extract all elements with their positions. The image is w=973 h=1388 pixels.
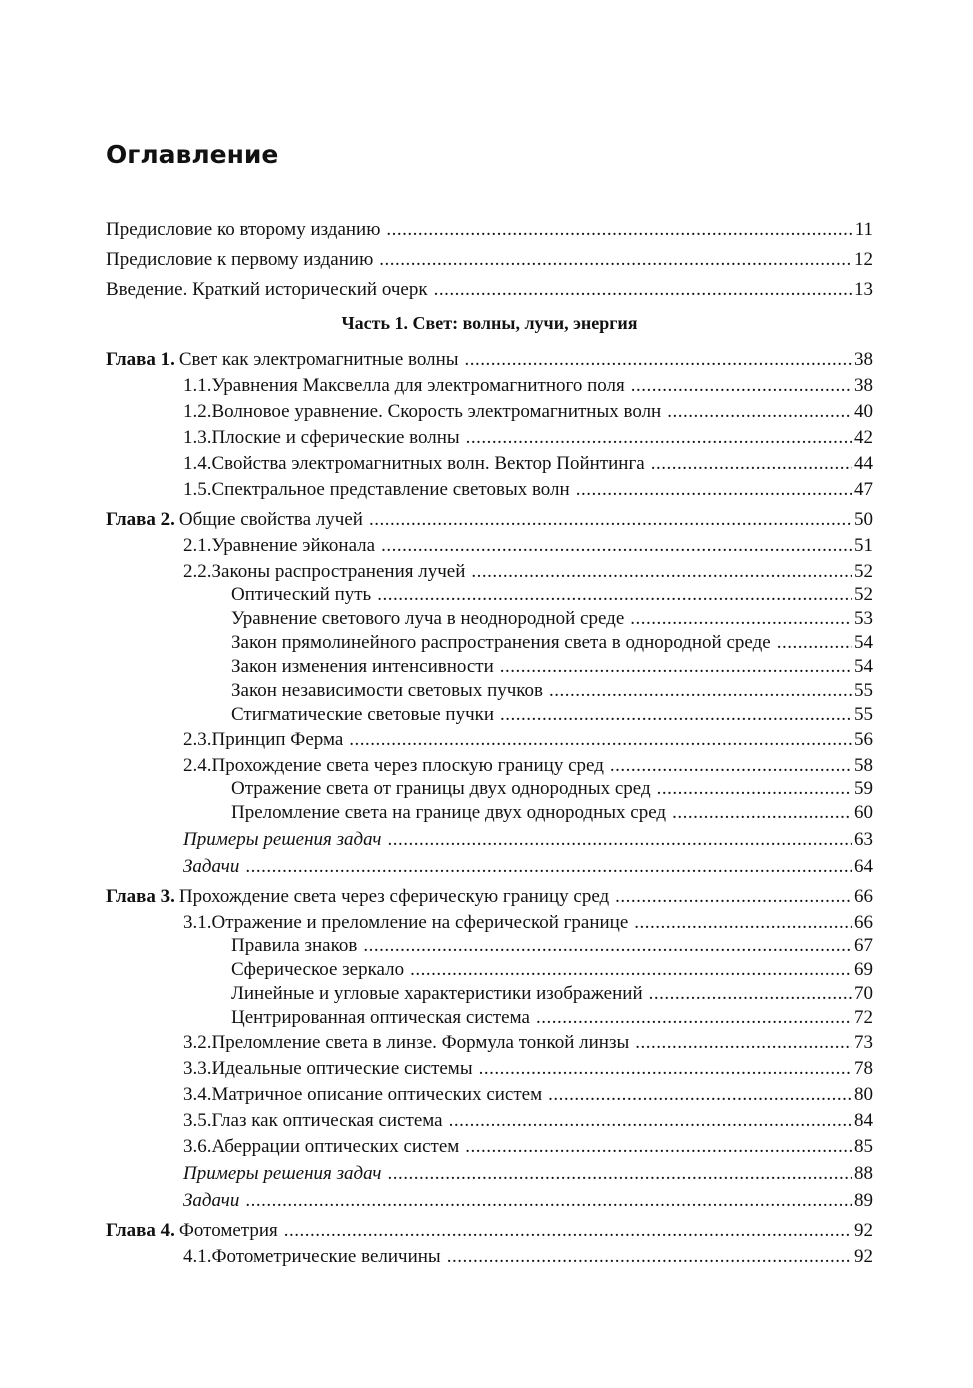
subsection-title: Центрированная оптическая система bbox=[231, 1007, 530, 1028]
section-title: Глаз как оптическая система bbox=[211, 1110, 443, 1131]
chapter-entry[interactable] bbox=[106, 1219, 873, 1243]
page-number: 44 bbox=[854, 453, 873, 474]
dot-leader bbox=[245, 855, 852, 879]
page-number: 72 bbox=[854, 1007, 873, 1028]
section-number: 2.3. bbox=[183, 729, 212, 750]
section-number: 1.2. bbox=[183, 401, 212, 422]
page-number: 92 bbox=[854, 1220, 873, 1241]
exercises-entry[interactable] bbox=[183, 1162, 873, 1186]
section-entry[interactable] bbox=[183, 426, 873, 450]
subsection-entry[interactable] bbox=[231, 958, 873, 982]
dot-leader bbox=[465, 348, 852, 372]
dot-leader bbox=[363, 934, 852, 958]
page-number: 69 bbox=[854, 959, 873, 980]
section-title: Фотометрические величины bbox=[211, 1246, 441, 1267]
dot-leader bbox=[672, 801, 852, 825]
subsection-entry[interactable] bbox=[231, 655, 873, 679]
dot-leader bbox=[387, 828, 852, 852]
section-title: Уравнение эйконала bbox=[211, 535, 376, 556]
subsection-entry[interactable] bbox=[231, 583, 873, 607]
section-title: Отражение и преломление на сферической границе bbox=[211, 912, 629, 933]
section-title: Идеальные оптические системы bbox=[211, 1058, 473, 1079]
exercises-entry[interactable] bbox=[183, 1189, 873, 1213]
dot-leader bbox=[615, 885, 852, 909]
section-title: Принцип Ферма bbox=[211, 729, 344, 750]
chapter-label: Глава 4. bbox=[106, 1220, 175, 1241]
dot-leader bbox=[610, 754, 852, 778]
dot-leader bbox=[449, 1109, 852, 1133]
dot-leader bbox=[635, 1031, 852, 1055]
section-number: 2.4. bbox=[183, 755, 212, 776]
page-number: 52 bbox=[854, 584, 873, 605]
subsection-title: Стигматические световые пучки bbox=[231, 704, 495, 725]
subsection-entry[interactable] bbox=[231, 631, 873, 655]
dot-leader bbox=[471, 560, 852, 584]
dot-leader bbox=[500, 703, 852, 727]
entry-title: Предисловие к первому изданию bbox=[106, 249, 374, 270]
chapter-entry[interactable] bbox=[106, 348, 873, 372]
section-entry[interactable] bbox=[183, 560, 873, 584]
section-number: 1.3. bbox=[183, 427, 212, 448]
section-title: Уравнения Максвелла для электромагнитного поля bbox=[211, 375, 625, 396]
page-number: 51 bbox=[854, 535, 873, 556]
chapter-title: Фотометрия bbox=[178, 1220, 278, 1241]
exercises-title: Примеры решения задач bbox=[183, 1163, 382, 1184]
page-number: 84 bbox=[854, 1110, 873, 1131]
subsection-entry[interactable] bbox=[231, 1006, 873, 1030]
subsection-title: Отражение света от границы двух однородных сред bbox=[231, 778, 651, 799]
exercises-entry[interactable] bbox=[183, 855, 873, 879]
subsection-entry[interactable] bbox=[231, 679, 873, 703]
page-number: 13 bbox=[854, 279, 873, 300]
dot-leader bbox=[657, 777, 852, 801]
page-number: 58 bbox=[854, 755, 873, 776]
section-entry[interactable] bbox=[183, 1057, 873, 1081]
page-number: 92 bbox=[854, 1246, 873, 1267]
chapter-entry[interactable] bbox=[106, 508, 873, 532]
section-number: 3.2. bbox=[183, 1032, 212, 1053]
front-entry[interactable] bbox=[106, 278, 873, 302]
dot-leader bbox=[479, 1057, 852, 1081]
page-number: 60 bbox=[854, 802, 873, 823]
section-title: Законы распространения лучей bbox=[211, 561, 466, 582]
chapter-title: Прохождение света через сферическую границу сред bbox=[178, 886, 610, 907]
page-number: 66 bbox=[854, 886, 873, 907]
part-heading: Часть 1. Свет: волны, лучи, энергия bbox=[341, 313, 638, 333]
section-number: 3.6. bbox=[183, 1136, 212, 1157]
section-entry[interactable] bbox=[183, 534, 873, 558]
page-number: 88 bbox=[854, 1163, 873, 1184]
dot-leader bbox=[466, 426, 852, 450]
page-number: 55 bbox=[854, 680, 873, 701]
section-title: Прохождение света через плоскую границу сред bbox=[211, 755, 604, 776]
dot-leader bbox=[381, 534, 852, 558]
subsection-title: Сферическое зеркало bbox=[231, 959, 405, 980]
page-number: 54 bbox=[854, 632, 873, 653]
dot-leader bbox=[447, 1245, 852, 1269]
dot-leader bbox=[548, 1083, 852, 1107]
section-number: 1.1. bbox=[183, 375, 212, 396]
page-number: 66 bbox=[854, 912, 873, 933]
subsection-title: Правила знаков bbox=[231, 935, 358, 956]
dot-leader bbox=[379, 248, 852, 272]
page-number: 12 bbox=[854, 249, 873, 270]
page-title: Оглавление bbox=[106, 140, 279, 169]
section-title: Плоские и сферические волны bbox=[211, 427, 460, 448]
page-number: 40 bbox=[854, 401, 873, 422]
section-title: Преломление света в линзе. Формула тонкой линзы bbox=[211, 1032, 630, 1053]
exercises-title: Примеры решения задач bbox=[183, 829, 382, 850]
dot-leader bbox=[631, 374, 852, 398]
page-number: 85 bbox=[854, 1136, 873, 1157]
section-entry[interactable] bbox=[183, 374, 873, 398]
front-entry[interactable] bbox=[106, 218, 873, 242]
subsection-title: Закон прямолинейного распространения света в однородной среде bbox=[231, 632, 771, 653]
page-number: 70 bbox=[854, 983, 873, 1004]
section-number: 1.5. bbox=[183, 479, 212, 500]
dot-leader bbox=[369, 508, 852, 532]
exercises-entry[interactable] bbox=[183, 828, 873, 852]
dot-leader bbox=[634, 911, 852, 935]
dot-leader bbox=[377, 583, 852, 607]
section-entry[interactable] bbox=[183, 1245, 873, 1269]
page-number: 53 bbox=[854, 608, 873, 629]
dot-leader bbox=[387, 1162, 852, 1186]
dot-leader bbox=[576, 478, 852, 502]
section-number: 3.5. bbox=[183, 1110, 212, 1131]
section-title: Волновое уравнение. Скорость электромагнитных волн bbox=[211, 401, 662, 422]
page-number: 52 bbox=[854, 561, 873, 582]
chapter-label: Глава 2. bbox=[106, 509, 175, 530]
section-entry[interactable] bbox=[183, 911, 873, 935]
dot-leader bbox=[500, 655, 852, 679]
dot-leader bbox=[649, 982, 852, 1006]
dot-leader bbox=[410, 958, 852, 982]
chapter-label: Глава 1. bbox=[106, 349, 175, 370]
section-title: Спектральное представление световых волн bbox=[211, 479, 570, 500]
subsection-entry[interactable] bbox=[231, 801, 873, 825]
section-number: 3.3. bbox=[183, 1058, 212, 1079]
subsection-title: Закон независимости световых пучков bbox=[231, 680, 544, 701]
page-number: 63 bbox=[854, 829, 873, 850]
dot-leader bbox=[536, 1006, 852, 1030]
page-number: 55 bbox=[854, 704, 873, 725]
subsection-title: Линейные и угловые характеристики изображений bbox=[231, 983, 643, 1004]
section-number: 3.4. bbox=[183, 1084, 212, 1105]
page-number: 11 bbox=[854, 219, 873, 240]
dot-leader bbox=[651, 452, 852, 476]
section-entry[interactable] bbox=[183, 452, 873, 476]
dot-leader bbox=[777, 631, 852, 655]
page-number: 47 bbox=[854, 479, 873, 500]
subsection-title: Уравнение светового луча в неоднородной среде bbox=[231, 608, 625, 629]
section-title: Свойства электромагнитных волн. Вектор Пойнтинга bbox=[211, 453, 645, 474]
dot-leader bbox=[284, 1219, 852, 1243]
page-number: 42 bbox=[854, 427, 873, 448]
section-title: Матричное описание оптических систем bbox=[211, 1084, 543, 1105]
front-entry[interactable] bbox=[106, 248, 873, 272]
subsection-title: Закон изменения интенсивности bbox=[231, 656, 494, 677]
entry-title: Введение. Краткий исторический очерк bbox=[106, 279, 428, 300]
page-number: 67 bbox=[854, 935, 873, 956]
dot-leader bbox=[349, 728, 852, 752]
section-number: 1.4. bbox=[183, 453, 212, 474]
section-entry[interactable] bbox=[183, 728, 873, 752]
subsection-entry[interactable] bbox=[231, 703, 873, 727]
section-entry[interactable] bbox=[183, 1031, 873, 1055]
page-number: 89 bbox=[854, 1190, 873, 1211]
page-number: 38 bbox=[854, 375, 873, 396]
subsection-entry[interactable] bbox=[231, 934, 873, 958]
exercises-title: Задачи bbox=[183, 1190, 240, 1211]
chapter-title: Общие свойства лучей bbox=[178, 509, 363, 530]
page-number: 50 bbox=[854, 509, 873, 530]
entry-title: Предисловие ко второму изданию bbox=[106, 219, 381, 240]
section-entry[interactable] bbox=[183, 1083, 873, 1107]
page-number: 80 bbox=[854, 1084, 873, 1105]
section-entry[interactable] bbox=[183, 1109, 873, 1133]
chapter-entry[interactable] bbox=[106, 885, 873, 909]
subsection-title: Преломление света на границе двух однородных сред bbox=[231, 802, 667, 823]
chapter-label: Глава 3. bbox=[106, 886, 175, 907]
subsection-entry[interactable] bbox=[231, 777, 873, 801]
section-number: 2.1. bbox=[183, 535, 212, 556]
dot-leader bbox=[630, 607, 852, 631]
dot-leader bbox=[549, 679, 852, 703]
section-title: Аберрации оптических систем bbox=[211, 1136, 460, 1157]
page-number: 73 bbox=[854, 1032, 873, 1053]
chapter-title: Свет как электромагнитные волны bbox=[178, 349, 459, 370]
dot-leader bbox=[465, 1135, 852, 1159]
section-entry[interactable] bbox=[183, 754, 873, 778]
page-number: 64 bbox=[854, 856, 873, 877]
page-number: 78 bbox=[854, 1058, 873, 1079]
subsection-title: Оптический путь bbox=[231, 584, 372, 605]
section-entry[interactable] bbox=[183, 1135, 873, 1159]
dot-leader bbox=[386, 218, 852, 242]
page-number: 59 bbox=[854, 778, 873, 799]
section-number: 2.2. bbox=[183, 561, 212, 582]
section-entry[interactable] bbox=[183, 478, 873, 502]
exercises-title: Задачи bbox=[183, 856, 240, 877]
subsection-entry[interactable] bbox=[231, 607, 873, 631]
section-number: 3.1. bbox=[183, 912, 212, 933]
page-number: 54 bbox=[854, 656, 873, 677]
subsection-entry[interactable] bbox=[231, 982, 873, 1006]
dot-leader bbox=[245, 1189, 852, 1213]
page-number: 56 bbox=[854, 729, 873, 750]
page-number: 38 bbox=[854, 349, 873, 370]
section-number: 4.1. bbox=[183, 1246, 212, 1267]
dot-leader bbox=[434, 278, 852, 302]
section-entry[interactable] bbox=[183, 400, 873, 424]
dot-leader bbox=[667, 400, 852, 424]
